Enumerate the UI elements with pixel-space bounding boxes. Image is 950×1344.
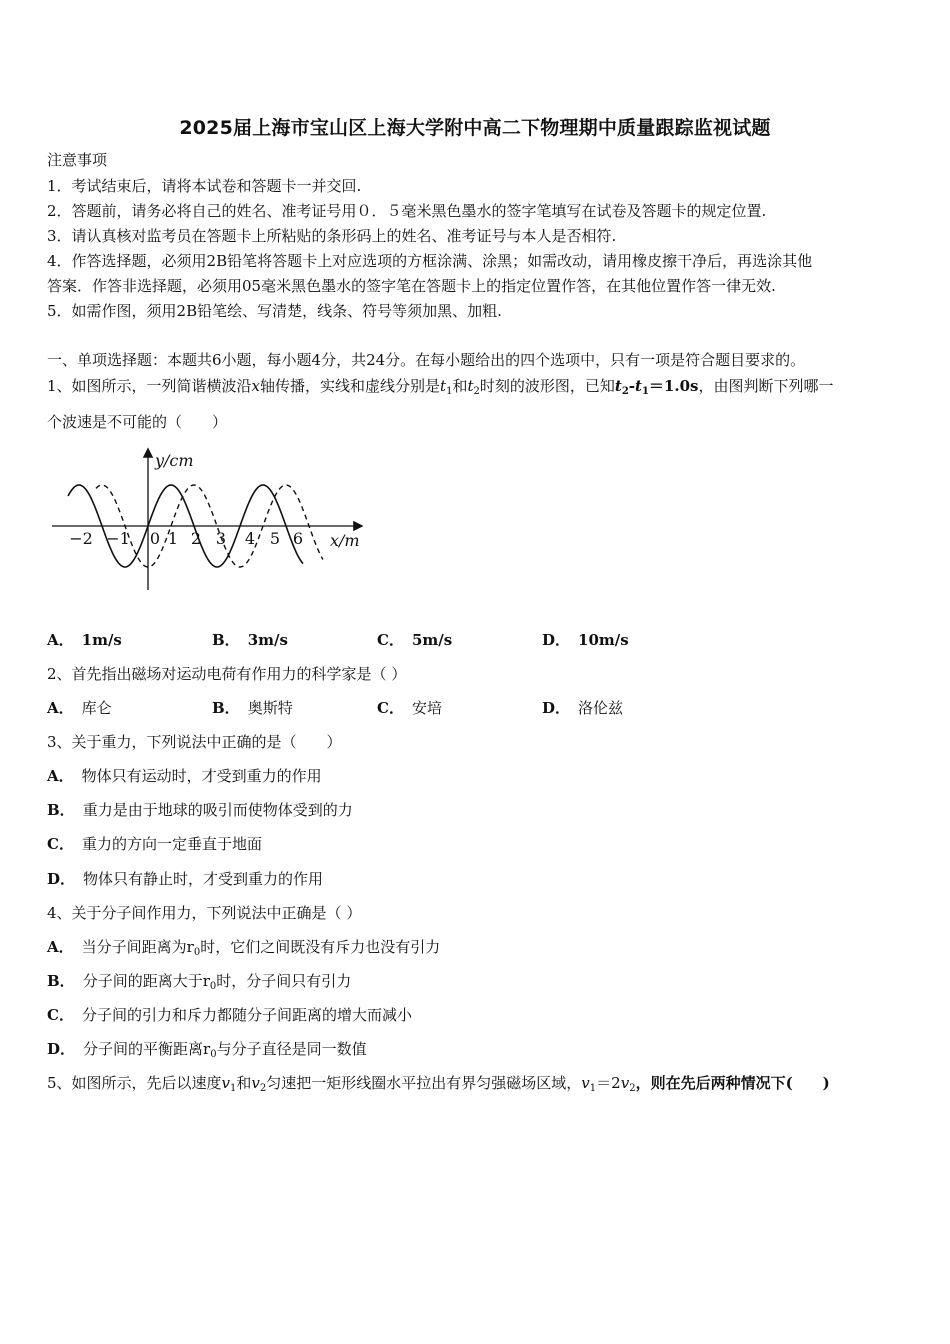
x-axis-label: x/m <box>330 531 360 550</box>
tick-label: 5 <box>269 529 281 548</box>
q1-option-a[interactable]: A． 1m/s <box>47 631 122 649</box>
q4-option-c[interactable]: C． 分子间的引力和斥力都随分子间距离的增大而减小 <box>47 1006 412 1024</box>
notice-item: 1．考试结束后，请将本试卷和答题卡一并交回. <box>47 177 362 195</box>
q1-option-c[interactable]: C． 5m/s <box>377 631 453 649</box>
q2-option-a[interactable]: A． 库仑 <box>47 699 112 717</box>
question-3-stem: 3、关于重力，下列说法中正确的是（ ） <box>47 733 342 751</box>
page-title: 2025届上海市宝山区上海大学附中高二下物理期中质量跟踪监视试题 <box>179 117 771 139</box>
section-heading: 一、单项选择题：本题共6小题，每小题4分，共24分。在每小题给出的四个选项中，只有一项是符合题目要求的。 <box>47 351 806 369</box>
tick-label: 1 <box>167 529 179 548</box>
tick-label: 2 <box>190 529 202 548</box>
notice-item: 2．答题前，请务必将自己的姓名、准考证号用０．５毫米黑色墨水的签字笔填写在试卷及答题卡的规定位置. <box>47 202 767 220</box>
question-2-stem: 2、首先指出磁场对运动电荷有作用力的科学家是（ ） <box>47 665 407 683</box>
q3-option-d[interactable]: D． 物体只有静止时，才受到重力的作用 <box>47 870 324 888</box>
notice-heading: 注意事项 <box>47 151 108 169</box>
q3-option-a[interactable]: A． 物体只有运动时，才受到重力的作用 <box>47 767 322 785</box>
wave-graph <box>48 444 368 596</box>
q4-option-d[interactable]: D． 分子间的平衡距离$r_0$与分子直径是同一数值 <box>47 1040 367 1060</box>
notice-item: 5．如需作图，须用2B铅笔绘、写清楚，线条、符号等须加黑、加粗. <box>47 302 502 320</box>
tick-label: 0 <box>149 529 161 548</box>
q3-option-c[interactable]: C． 重力的方向一定垂直于地面 <box>47 835 262 853</box>
tick-label: 6 <box>292 529 304 548</box>
q2-option-c[interactable]: C． 安培 <box>377 699 442 717</box>
question-1-stem-line2: 个波速是不可能的（ ） <box>47 413 228 431</box>
question-4-stem: 4、关于分子间作用力，下列说法中正确是（ ） <box>47 904 362 922</box>
tick-label: 3 <box>215 529 227 548</box>
tick-label: −1 <box>106 529 130 548</box>
notice-item: 答案．作答非选择题，必须用05毫米黑色墨水的签字笔在答题卡上的指定位置作答，在其他位置作答一律无效. <box>47 277 776 295</box>
notice-item: 3．请认真核对监考员在答题卡上所粘贴的条形码上的姓名、准考证号与本人是否相符. <box>47 227 617 245</box>
q2-option-b[interactable]: B． 奥斯特 <box>212 699 293 717</box>
question-5-stem: 5、如图所示，先后以速度$v_1$和$v_2$匀速把一矩形线圈水平拉出有界匀强磁场区域，$v_1=2v_2$，则在先后两种情况下( ) <box>47 1074 830 1094</box>
q4-option-b[interactable]: B． 分子间的距离大于$r_0$时，分子间只有引力 <box>47 972 352 992</box>
q1-option-b[interactable]: B． 3m/s <box>212 631 288 649</box>
q2-option-d[interactable]: D． 洛伦兹 <box>542 699 624 717</box>
q1-option-d[interactable]: D． 10m/s <box>542 631 629 649</box>
tick-label: 4 <box>244 529 256 548</box>
question-1-stem: 1、如图所示，一列简谐横波沿x轴传播，实线和虚线分别是$t_1$和$t_2$时刻的波形图，已知$t_2-t_1=1.0s$，由图判断下列哪一 <box>47 377 834 397</box>
q3-option-b[interactable]: B． 重力是由于地球的吸引而使物体受到的力 <box>47 801 353 819</box>
tick-label: −2 <box>69 529 93 548</box>
notice-item: 4．作答选择题，必须用2B铅笔将答题卡上对应选项的方框涂满、涂黑；如需改动，请用橡皮擦干净后，再选涂其他 <box>47 252 813 270</box>
y-axis-label: y/cm <box>155 451 194 470</box>
q4-option-a[interactable]: A． 当分子间距离为$r_0$时，它们之间既没有斥力也没有引力 <box>47 938 441 958</box>
